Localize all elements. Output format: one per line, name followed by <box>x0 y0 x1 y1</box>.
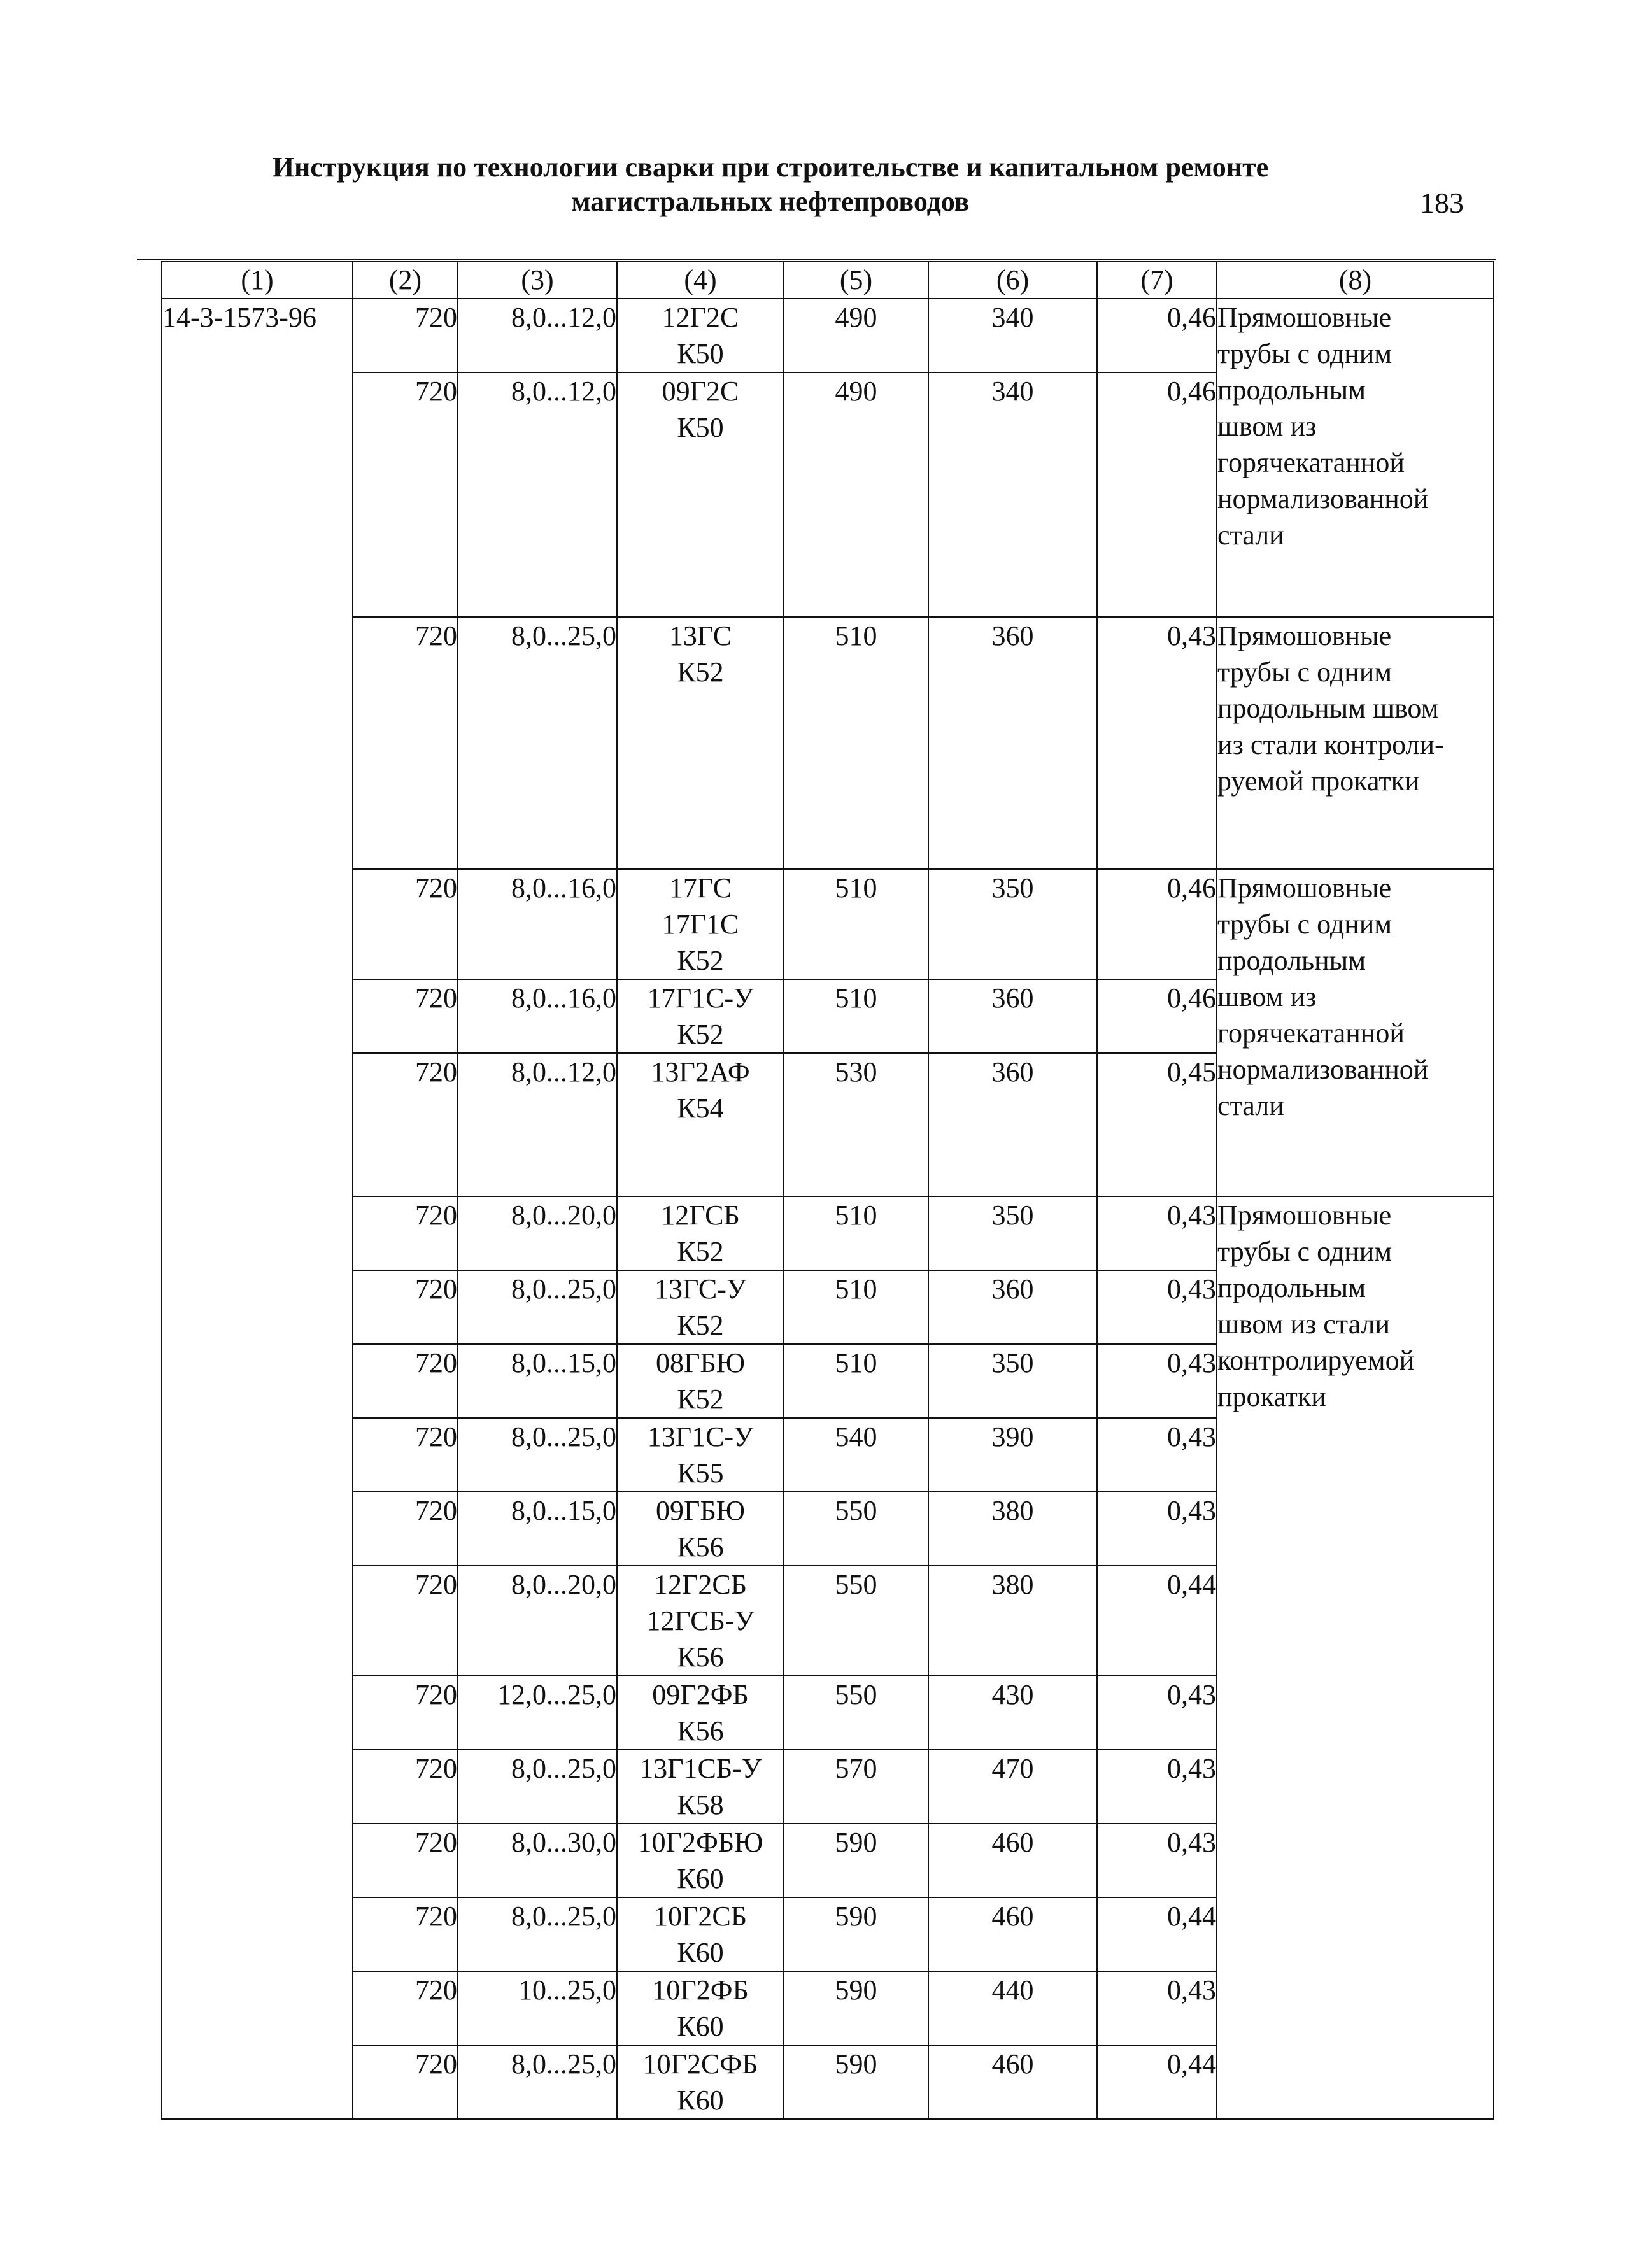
steel-grade-cell <box>617 1971 784 2045</box>
strength-class: К52 <box>677 945 724 976</box>
carbon-equivalent-cell <box>1097 372 1217 617</box>
carbon-equivalent-cell <box>1097 1971 1217 2045</box>
strength-class: К50 <box>677 412 724 443</box>
steel-grade-cell <box>617 869 784 979</box>
diameter-cell <box>353 1971 458 2045</box>
yield-strength-value: 460 <box>991 1901 1034 1932</box>
carbon-equivalent-value: 0,44 <box>1167 1569 1216 1600</box>
steel-grade: 13Г2АФ <box>651 1056 750 1088</box>
pipe-description-line: Прямошовные <box>1217 302 1392 333</box>
tensile-strength-cell <box>784 1492 928 1566</box>
carbon-equivalent-cell <box>1097 1676 1217 1750</box>
carbon-equivalent-cell <box>1097 979 1217 1053</box>
yield-strength-cell <box>928 617 1097 869</box>
yield-strength-value: 460 <box>991 1827 1034 1858</box>
diameter-value: 720 <box>415 2048 457 2080</box>
pipe-description-cell <box>1217 1196 1494 2119</box>
yield-strength-cell <box>928 299 1097 372</box>
tensile-strength-value: 490 <box>835 376 877 407</box>
diameter-value: 720 <box>415 872 457 904</box>
tensile-strength-value: 510 <box>835 620 877 651</box>
column-header: (4) <box>617 262 784 299</box>
diameter-cell <box>353 1492 458 1566</box>
pipe-description-line: из стали контроли- <box>1217 729 1444 760</box>
pipe-description-line: контролируемой <box>1217 1345 1415 1376</box>
header-title-line-2: магистральных нефтепроводов <box>571 186 970 217</box>
carbon-equivalent-value: 0,43 <box>1167 1753 1216 1784</box>
strength-class: К55 <box>677 1457 724 1489</box>
carbon-equivalent-cell <box>1097 1196 1217 1270</box>
carbon-equivalent-cell <box>1097 869 1217 979</box>
wall-thickness-value: 8,0...16,0 <box>511 982 616 1014</box>
yield-strength-cell <box>928 1492 1097 1566</box>
pipe-description-line: продольным <box>1217 1272 1366 1303</box>
strength-class: К50 <box>677 338 724 369</box>
steel-grade: 08ГБЮ <box>656 1347 745 1379</box>
steel-grade-cell <box>617 1418 784 1492</box>
column-header: (6) <box>928 262 1097 299</box>
header-rule <box>137 259 1496 260</box>
carbon-equivalent-value: 0,43 <box>1167 1273 1216 1305</box>
column-header: (8) <box>1217 262 1494 299</box>
yield-strength-value: 430 <box>991 1679 1034 1710</box>
diameter-value: 720 <box>415 1827 457 1858</box>
yield-strength-cell <box>928 979 1097 1053</box>
strength-class: К52 <box>677 1384 724 1415</box>
diameter-value: 720 <box>415 1901 457 1932</box>
diameter-value: 720 <box>415 1273 457 1305</box>
diameter-cell <box>353 372 458 617</box>
diameter-cell <box>353 1418 458 1492</box>
diameter-value: 720 <box>415 1569 457 1600</box>
steel-grade: 10Г2СФБ <box>642 2048 758 2080</box>
wall-thickness-cell <box>458 1750 617 1824</box>
table-header-row <box>162 262 1494 299</box>
wall-thickness-value: 8,0...25,0 <box>511 1273 616 1305</box>
carbon-equivalent-value: 0,46 <box>1167 982 1216 1014</box>
yield-strength-value: 360 <box>991 1273 1034 1305</box>
diameter-cell <box>353 299 458 372</box>
yield-strength-cell <box>928 2045 1097 2119</box>
wall-thickness-value: 8,0...12,0 <box>511 376 616 407</box>
pipe-description-cell <box>1217 869 1494 1196</box>
tensile-strength-cell <box>784 1566 928 1676</box>
wall-thickness-value: 8,0...12,0 <box>511 302 616 333</box>
steel-grade-cell <box>617 1824 784 1897</box>
carbon-equivalent-cell <box>1097 1270 1217 1344</box>
tensile-strength-cell <box>784 1344 928 1418</box>
wall-thickness-value: 8,0...25,0 <box>511 1753 616 1784</box>
yield-strength-value: 360 <box>991 620 1034 651</box>
pipe-description-line: Прямошовные <box>1217 1200 1392 1231</box>
diameter-cell <box>353 617 458 869</box>
tensile-strength-cell <box>784 1971 928 2045</box>
wall-thickness-cell <box>458 617 617 869</box>
yield-strength-cell <box>928 1750 1097 1824</box>
diameter-value: 720 <box>415 1495 457 1526</box>
steel-grade: 09Г2С <box>662 376 739 407</box>
standard-number: 14-3-1573-96 <box>162 302 316 333</box>
tensile-strength-cell <box>784 1418 928 1492</box>
steel-grade: 13Г1СБ-У <box>639 1753 762 1784</box>
steel-grade-cell <box>617 617 784 869</box>
column-header: (7) <box>1097 262 1217 299</box>
carbon-equivalent-value: 0,43 <box>1167 1495 1216 1526</box>
diameter-cell <box>353 1270 458 1344</box>
tensile-strength-value: 550 <box>835 1569 877 1600</box>
steel-grade-cell <box>617 1566 784 1676</box>
carbon-equivalent-value: 0,45 <box>1167 1056 1216 1088</box>
tensile-strength-value: 590 <box>835 1974 877 2006</box>
steel-grade-cell <box>617 1750 784 1824</box>
diameter-value: 720 <box>415 376 457 407</box>
strength-class: К56 <box>677 1715 724 1747</box>
wall-thickness-cell <box>458 372 617 617</box>
tensile-strength-value: 510 <box>835 872 877 904</box>
steel-grade-cell <box>617 1897 784 1971</box>
carbon-equivalent-value: 0,43 <box>1167 1827 1216 1858</box>
wall-thickness-cell <box>458 1676 617 1750</box>
tensile-strength-cell <box>784 2045 928 2119</box>
tensile-strength-value: 570 <box>835 1753 877 1784</box>
wall-thickness-cell <box>458 1418 617 1492</box>
carbon-equivalent-cell <box>1097 1418 1217 1492</box>
carbon-equivalent-cell <box>1097 299 1217 372</box>
carbon-equivalent-cell <box>1097 1053 1217 1196</box>
pipe-description-line: нормализованной <box>1217 483 1429 514</box>
pipe-description-line: швом из <box>1217 981 1317 1012</box>
tensile-strength-cell <box>784 1824 928 1897</box>
pipe-description-line: Прямошовные <box>1217 620 1392 651</box>
steel-grade: 13ГС <box>669 620 732 651</box>
strength-class: К52 <box>677 1019 724 1050</box>
pipe-description-line: стали <box>1217 1090 1284 1121</box>
pipe-description-line: трубы с одним <box>1217 656 1393 688</box>
diameter-value: 720 <box>415 982 457 1014</box>
yield-strength-cell <box>928 1676 1097 1750</box>
yield-strength-value: 440 <box>991 1974 1034 2006</box>
tensile-strength-value: 550 <box>835 1495 877 1526</box>
strength-class: К60 <box>677 2085 724 2116</box>
carbon-equivalent-value: 0,43 <box>1167 1421 1216 1452</box>
wall-thickness-value: 8,0...25,0 <box>511 620 616 651</box>
yield-strength-value: 470 <box>991 1753 1034 1784</box>
yield-strength-cell <box>928 1566 1097 1676</box>
tensile-strength-cell <box>784 299 928 372</box>
steel-grade: 17ГС <box>669 872 732 904</box>
yield-strength-value: 360 <box>991 1056 1034 1088</box>
diameter-cell <box>353 2045 458 2119</box>
pipe-description-line: продольным швом <box>1217 693 1439 724</box>
yield-strength-value: 350 <box>991 1347 1034 1379</box>
tensile-strength-value: 530 <box>835 1056 877 1088</box>
wall-thickness-cell <box>458 2045 617 2119</box>
tensile-strength-cell <box>784 1196 928 1270</box>
pipe-description-cell <box>1217 617 1494 869</box>
pipe-description-line: горячекатанной <box>1217 447 1405 478</box>
wall-thickness-value: 8,0...20,0 <box>511 1569 616 1600</box>
wall-thickness-cell <box>458 1344 617 1418</box>
pipe-description-line: продольным <box>1217 945 1366 976</box>
tensile-strength-value: 590 <box>835 2048 877 2080</box>
wall-thickness-value: 8,0...15,0 <box>511 1347 616 1379</box>
yield-strength-value: 390 <box>991 1421 1034 1452</box>
carbon-equivalent-value: 0,43 <box>1167 1200 1216 1231</box>
diameter-cell <box>353 869 458 979</box>
diameter-value: 720 <box>415 1753 457 1784</box>
carbon-equivalent-cell <box>1097 1897 1217 1971</box>
pipe-description-line: трубы с одним <box>1217 1236 1393 1267</box>
wall-thickness-cell <box>458 979 617 1053</box>
yield-strength-value: 380 <box>991 1569 1034 1600</box>
page-number: 183 <box>1420 187 1464 219</box>
diameter-value: 720 <box>415 1974 457 2006</box>
yield-strength-value: 380 <box>991 1495 1034 1526</box>
column-header: (2) <box>353 262 458 299</box>
diameter-cell <box>353 1676 458 1750</box>
strength-class: К60 <box>677 1937 724 1968</box>
pipe-description-cell <box>1217 299 1494 617</box>
pipe-description-line: швом из стали <box>1217 1308 1391 1340</box>
yield-strength-cell <box>928 1897 1097 1971</box>
wall-thickness-cell <box>458 1196 617 1270</box>
strength-class: К52 <box>677 1310 724 1341</box>
steel-grade: 13ГС-У <box>654 1273 746 1305</box>
steel-pipe-table <box>161 261 1494 2120</box>
wall-thickness-value: 10...25,0 <box>518 1974 616 2006</box>
carbon-equivalent-cell <box>1097 1566 1217 1676</box>
yield-strength-value: 460 <box>991 2048 1034 2080</box>
yield-strength-cell <box>928 869 1097 979</box>
diameter-cell <box>353 1344 458 1418</box>
table-row <box>162 1196 1494 1270</box>
tensile-strength-cell <box>784 372 928 617</box>
tensile-strength-value: 590 <box>835 1827 877 1858</box>
diameter-value: 720 <box>415 1347 457 1379</box>
steel-grade: 17Г1С-У <box>647 982 754 1014</box>
tensile-strength-cell <box>784 1750 928 1824</box>
tensile-strength-cell <box>784 1053 928 1196</box>
diameter-cell <box>353 1053 458 1196</box>
pipe-description-line: прокатки <box>1217 1381 1326 1412</box>
wall-thickness-value: 8,0...25,0 <box>511 2048 616 2080</box>
wall-thickness-cell <box>458 1897 617 1971</box>
tensile-strength-cell <box>784 1897 928 1971</box>
steel-grade-cell <box>617 1676 784 1750</box>
column-header: (5) <box>784 262 928 299</box>
diameter-value: 720 <box>415 1056 457 1088</box>
steel-grade: 09ГБЮ <box>656 1495 745 1526</box>
table-row <box>162 617 1494 869</box>
tensile-strength-value: 510 <box>835 982 877 1014</box>
wall-thickness-cell <box>458 299 617 372</box>
pipe-description-line: продольным <box>1217 374 1366 406</box>
tensile-strength-cell <box>784 979 928 1053</box>
carbon-equivalent-cell <box>1097 2045 1217 2119</box>
steel-grade-alt: 17Г1С <box>662 909 739 940</box>
wall-thickness-value: 8,0...16,0 <box>511 872 616 904</box>
carbon-equivalent-cell <box>1097 1824 1217 1897</box>
tensile-strength-value: 510 <box>835 1200 877 1231</box>
carbon-equivalent-value: 0,43 <box>1167 620 1216 651</box>
tensile-strength-value: 590 <box>835 1901 877 1932</box>
carbon-equivalent-value: 0,43 <box>1167 1679 1216 1710</box>
strength-class: К54 <box>677 1093 724 1124</box>
steel-grade-cell <box>617 372 784 617</box>
diameter-cell <box>353 1750 458 1824</box>
steel-grade-cell <box>617 1492 784 1566</box>
tensile-strength-value: 510 <box>835 1273 877 1305</box>
diameter-cell <box>353 1897 458 1971</box>
wall-thickness-cell <box>458 1270 617 1344</box>
diameter-cell <box>353 1566 458 1676</box>
yield-strength-value: 340 <box>991 302 1034 333</box>
steel-grade: 10Г2ФБ <box>652 1974 749 2006</box>
wall-thickness-value: 8,0...25,0 <box>511 1421 616 1452</box>
yield-strength-cell <box>928 1196 1097 1270</box>
tensile-strength-value: 510 <box>835 1347 877 1379</box>
steel-grade: 10Г2ФБЮ <box>637 1827 763 1858</box>
wall-thickness-cell <box>458 1824 617 1897</box>
steel-grade-cell <box>617 1053 784 1196</box>
wall-thickness-cell <box>458 869 617 979</box>
diameter-value: 720 <box>415 620 457 651</box>
wall-thickness-cell <box>458 1492 617 1566</box>
pipe-description-line: трубы с одним <box>1217 909 1393 940</box>
carbon-equivalent-cell <box>1097 1750 1217 1824</box>
steel-grade: 12Г2СБ <box>653 1569 748 1600</box>
steel-grade-alt: 12ГСБ-У <box>646 1605 755 1636</box>
table-body <box>162 299 1494 2119</box>
steel-grade: 10Г2СБ <box>653 1901 748 1932</box>
steel-grade: 13Г1С-У <box>647 1421 754 1452</box>
carbon-equivalent-value: 0,46 <box>1167 376 1216 407</box>
wall-thickness-value: 8,0...15,0 <box>511 1495 616 1526</box>
diameter-cell <box>353 979 458 1053</box>
wall-thickness-value: 8,0...12,0 <box>511 1056 616 1088</box>
column-header: (1) <box>162 262 353 299</box>
wall-thickness-value: 12,0...25,0 <box>497 1679 616 1710</box>
strength-class: К56 <box>677 1641 724 1673</box>
steel-grade-cell <box>617 1270 784 1344</box>
carbon-equivalent-value: 0,46 <box>1167 872 1216 904</box>
strength-class: К56 <box>677 1531 724 1563</box>
tensile-strength-value: 490 <box>835 302 877 333</box>
strength-class: К60 <box>677 2011 724 2042</box>
steel-grade-cell <box>617 2045 784 2119</box>
yield-strength-cell <box>928 1418 1097 1492</box>
yield-strength-value: 350 <box>991 872 1034 904</box>
carbon-equivalent-cell <box>1097 1492 1217 1566</box>
pipe-description-line: горячекатанной <box>1217 1017 1405 1049</box>
yield-strength-cell <box>928 1270 1097 1344</box>
wall-thickness-cell <box>458 1971 617 2045</box>
carbon-equivalent-value: 0,43 <box>1167 1347 1216 1379</box>
wall-thickness-value: 8,0...20,0 <box>511 1200 616 1231</box>
standard-cell <box>162 299 353 2119</box>
steel-grade-cell <box>617 979 784 1053</box>
carbon-equivalent-cell <box>1097 617 1217 869</box>
wall-thickness-cell <box>458 1566 617 1676</box>
table-row <box>162 299 1494 372</box>
pipe-description-line: руемой прокатки <box>1217 765 1420 797</box>
tensile-strength-value: 540 <box>835 1421 877 1452</box>
diameter-value: 720 <box>415 1421 457 1452</box>
strength-class: К58 <box>677 1789 724 1820</box>
strength-class: К52 <box>677 1236 724 1267</box>
yield-strength-value: 340 <box>991 376 1034 407</box>
column-header: (3) <box>458 262 617 299</box>
carbon-equivalent-value: 0,43 <box>1167 1974 1216 2006</box>
pipe-description-line: стали <box>1217 520 1284 551</box>
wall-thickness-cell <box>458 1053 617 1196</box>
tensile-strength-value: 550 <box>835 1679 877 1710</box>
wall-thickness-value: 8,0...30,0 <box>511 1827 616 1858</box>
pipe-description-line: Прямошовные <box>1217 872 1392 904</box>
steel-grade: 12Г2С <box>662 302 739 333</box>
tensile-strength-cell <box>784 617 928 869</box>
tensile-strength-cell <box>784 1676 928 1750</box>
carbon-equivalent-value: 0,46 <box>1167 302 1216 333</box>
carbon-equivalent-value: 0,44 <box>1167 2048 1216 2080</box>
steel-grade-cell <box>617 1196 784 1270</box>
carbon-equivalent-cell <box>1097 1344 1217 1418</box>
header-title-line-1: Инструкция по технологии сварки при строительстве и капитальном ремонте <box>272 152 1269 183</box>
table-row <box>162 869 1494 979</box>
steel-grade-cell <box>617 1344 784 1418</box>
yield-strength-value: 360 <box>991 982 1034 1014</box>
carbon-equivalent-value: 0,44 <box>1167 1901 1216 1932</box>
steel-grade-cell <box>617 299 784 372</box>
diameter-value: 720 <box>415 1200 457 1231</box>
yield-strength-cell <box>928 1971 1097 2045</box>
strength-class: К52 <box>677 656 724 688</box>
steel-grade: 12ГСБ <box>661 1200 740 1231</box>
diameter-cell <box>353 1824 458 1897</box>
pipe-description-line: трубы с одним <box>1217 338 1393 369</box>
diameter-value: 720 <box>415 302 457 333</box>
strength-class: К60 <box>677 1863 724 1894</box>
diameter-cell <box>353 1196 458 1270</box>
steel-grade: 09Г2ФБ <box>652 1679 749 1710</box>
yield-strength-cell <box>928 372 1097 617</box>
page-header <box>185 150 1356 219</box>
yield-strength-value: 350 <box>991 1200 1034 1231</box>
tensile-strength-cell <box>784 869 928 979</box>
yield-strength-cell <box>928 1824 1097 1897</box>
yield-strength-cell <box>928 1053 1097 1196</box>
tensile-strength-cell <box>784 1270 928 1344</box>
pipe-description-line: нормализованной <box>1217 1054 1429 1085</box>
wall-thickness-value: 8,0...25,0 <box>511 1901 616 1932</box>
pipe-description-line: швом из <box>1217 411 1317 442</box>
yield-strength-cell <box>928 1344 1097 1418</box>
diameter-value: 720 <box>415 1679 457 1710</box>
